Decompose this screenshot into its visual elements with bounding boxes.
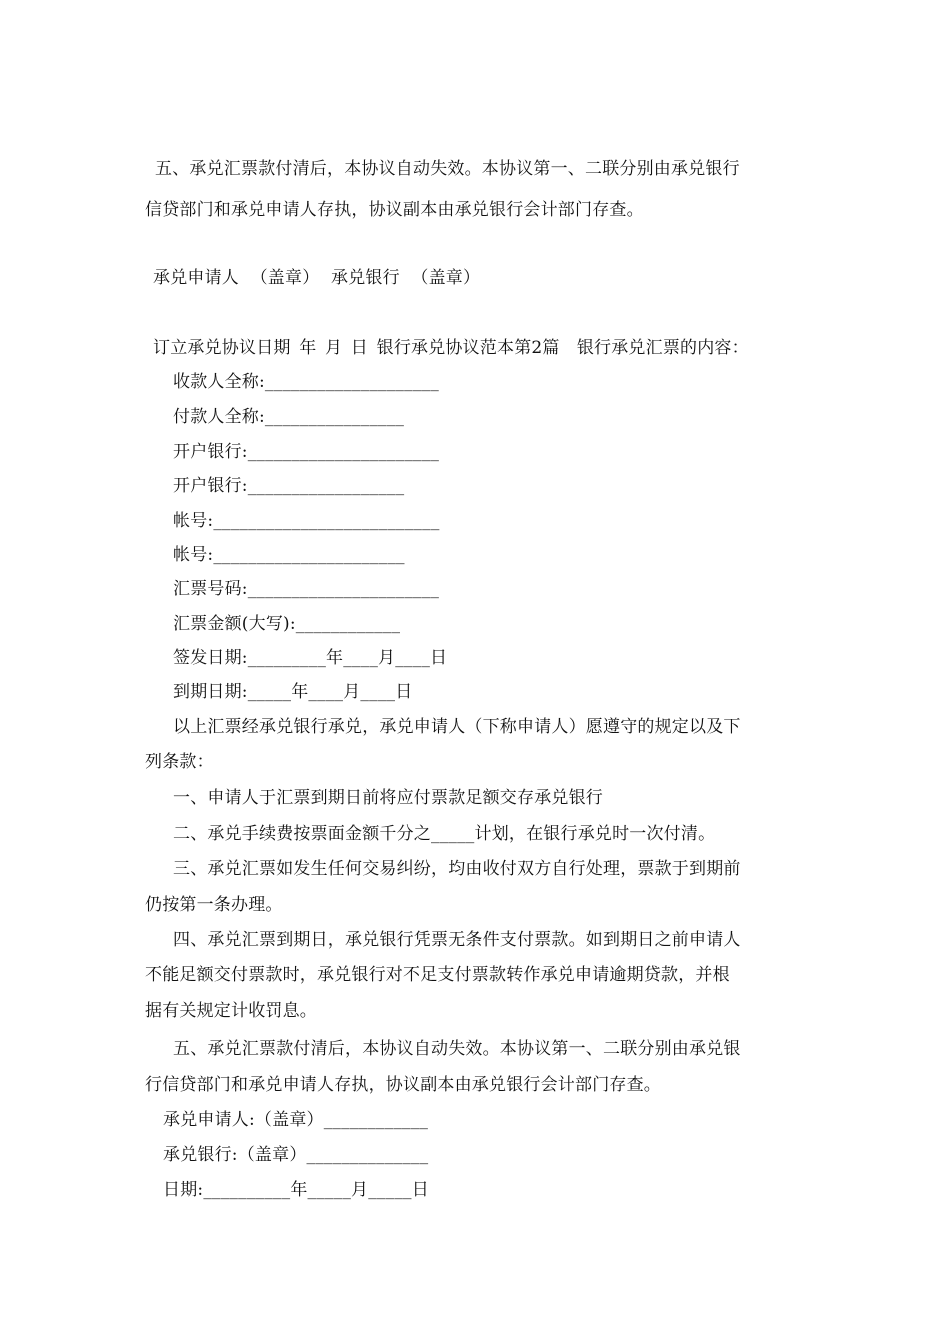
field-account-1: 帐号:__________________________ <box>173 511 440 531</box>
clause1: 一、申请人于汇票到期日前将应付票款足额交存承兑银行 <box>173 788 603 808</box>
field-payee-name: 收款人全称:____________________ <box>173 372 439 392</box>
clause4-line1: 四、承兑汇票到期日，承兑银行凭票无条件支付票款。如到期日之前申请人 <box>173 930 741 950</box>
field-bank-2: 开户银行:__________________ <box>173 476 405 496</box>
field-issue-date: 签发日期:_________年____月____日 <box>173 648 448 668</box>
clause4-line3: 据有关规定计收罚息。 <box>145 1001 317 1021</box>
field-draft-number: 汇票号码:______________________ <box>173 579 440 599</box>
clause5-line2: 行信贷部门和承兑申请人存执，协议副本由承兑银行会计部门存查。 <box>145 1075 661 1095</box>
clause5-line1: 五、承兑汇票款付清后，本协议自动失效。本协议第一、二联分别由承兑银 <box>173 1039 741 1059</box>
field-amount: 汇票金额(大写):____________ <box>173 614 401 634</box>
field-bank-1: 开户银行:______________________ <box>173 442 440 462</box>
field-payer-name: 付款人全称:________________ <box>173 407 405 427</box>
intro-line2: 列条款： <box>145 752 214 772</box>
signature-bank: 承兑银行:（盖章）______________ <box>163 1145 429 1165</box>
field-due-date: 到期日期:_____年____月____日 <box>173 682 413 702</box>
intro-line1: 以上汇票经承兑银行承兑，承兑申请人（下称申请人）愿遵守的规定以及下 <box>173 717 741 737</box>
clause3-line2: 仍按第一条办理。 <box>145 895 283 915</box>
field-account-2: 帐号:______________________ <box>173 545 405 565</box>
agreement-date-heading: 订立承兑协议日期 年 月 日 银行承兑协议范本第2篇 银行承兑汇票的内容： <box>153 338 749 358</box>
clause2: 二、承兑手续费按票面金额千分之_____计划，在银行承兑时一次付清。 <box>173 824 716 844</box>
signature-date: 日期:__________年_____月_____日 <box>163 1180 429 1200</box>
clause4-line2: 不能足额交付票款时，承兑银行对不足支付票款转作承兑申请逾期贷款，并根 <box>145 965 730 985</box>
clause5-top-line1: 五、承兑汇票款付清后，本协议自动失效。本协议第一、二联分别由承兑银行 <box>155 159 740 179</box>
clause5-top-line2: 信贷部门和承兑申请人存执，协议副本由承兑银行会计部门存查。 <box>145 200 644 220</box>
signature-line-top: 承兑申请人 （盖章） 承兑银行 （盖章） <box>153 268 481 288</box>
clause3-line1: 三、承兑汇票如发生任何交易纠纷，均由收付双方自行处理，票款于到期前 <box>173 859 741 879</box>
signature-applicant: 承兑申请人:（盖章）____________ <box>163 1110 429 1130</box>
